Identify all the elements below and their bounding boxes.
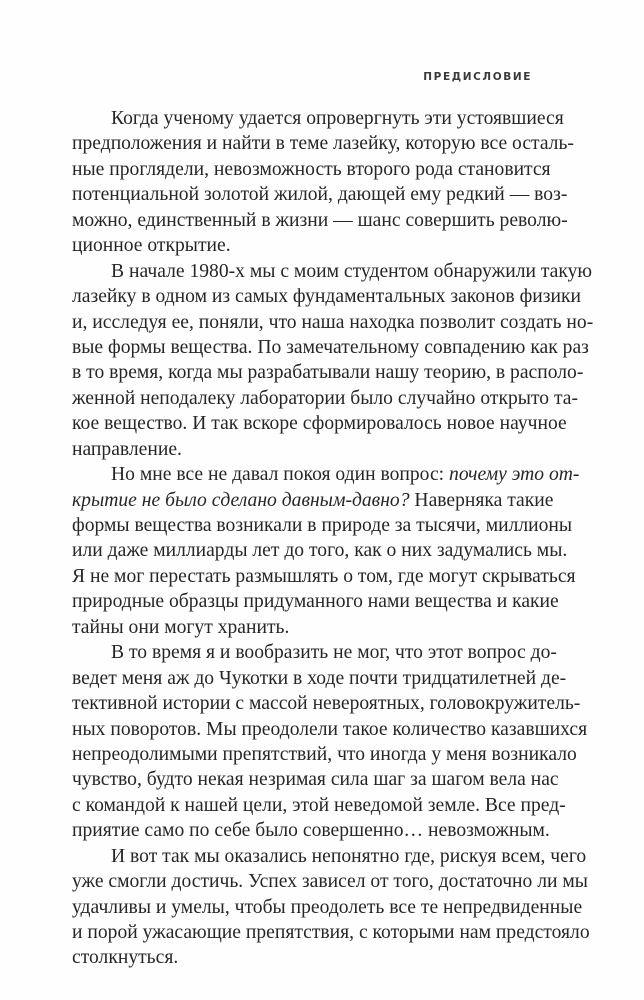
text-line: чувство, будто некая незримая сила шаг за шагом вела нас — [72, 769, 559, 791]
text-line — [72, 462, 580, 487]
paragraph-3 — [72, 462, 580, 640]
text-line: приятие само по себе было совершенно… невозможным. — [72, 820, 550, 842]
text-segment: Но мне все не давал покоя один вопрос: — [111, 464, 450, 486]
text-line: с командой к нашей цели, этой неведомой земле. Все пред- — [72, 794, 566, 816]
text-line: Я не мог перестать размышлять о том, где могут скрываться — [72, 565, 576, 587]
text-line: можно, единственный в жизни — шанс совершить револю- — [72, 209, 568, 231]
text-line: ведет меня аж до Чукотки в ходе почти тридцатилетней де- — [72, 667, 567, 689]
italic-question: крытие не было сделано давным-давно? — [72, 489, 410, 511]
text-line: тайны они могут хранить. — [72, 616, 290, 638]
text-line: кое вещество. И так вскоре сформировалось новое научное — [72, 413, 567, 435]
text-line: В то время я и вообразить не мог, что этот вопрос до- — [111, 642, 557, 664]
text-line: удачливы и умелы, чтобы преодолеть все те непредвиденные — [72, 896, 583, 918]
text-line: формы вещества возникали в природе за тысячи, миллионы — [72, 515, 573, 536]
text-line: и порой ужасающие препятствия, с которыми нам предстояло — [72, 922, 590, 943]
text-line: Когда ученому удается опровергнуть эти устоявшиеся — [111, 108, 564, 129]
text-line: тективной истории с массой невероятных, головокружитель- — [72, 693, 581, 715]
text-line: непреодолимыми препятствий, что иногда у меня возникало — [72, 743, 577, 765]
running-head: ПРЕДИСЛОВИЕ — [423, 71, 532, 83]
text-line — [72, 488, 554, 513]
text-line: вые формы вещества. По замечательному совпадению как раз — [72, 336, 589, 358]
text-line: женной неподалеку лаборатории было случайно открыто та- — [72, 387, 578, 409]
italic-question: почему это от- — [449, 464, 580, 486]
text-line: в то время, когда мы разрабатывали нашу теорию, в располо- — [72, 362, 584, 384]
text-line: и, исследуя ее, поняли, что наша находка позволит создать но- — [72, 311, 594, 333]
paragraph-2 — [72, 259, 594, 463]
text-line: потенциальной золотой жилой, дающей ему редкий — воз- — [72, 184, 568, 206]
body-text — [72, 106, 594, 971]
text-line: или даже миллиарды лет до того, как о них задумались мы. — [72, 540, 568, 562]
paragraph-1 — [72, 106, 574, 259]
text-line: направление. — [72, 438, 182, 460]
text-line: ционное открытие. — [72, 235, 231, 257]
text-line: столкнуться. — [72, 947, 179, 969]
paragraph-5 — [72, 844, 590, 971]
text-line: ных поворотов. Мы преодолели такое количество казавшихся — [72, 718, 588, 740]
text-line: предположения и найти в теме лазейку, которую все осталь- — [72, 133, 574, 155]
text-segment: Наверняка такие — [409, 489, 554, 511]
text-line: лазейку в одном из самых фундаментальных законов физики — [72, 286, 581, 308]
text-line: уже смогли достичь. Успех зависел от того, достаточно ли мы — [72, 871, 588, 893]
text-line: ные проглядели, невозможность второго рода становится — [72, 158, 551, 180]
paragraph-4 — [72, 640, 588, 844]
text-line: И вот так мы оказались непонятно где, рискуя всем, чего — [111, 845, 587, 867]
text-line: В начале 1980-х мы с моим студентом обнаружили такую — [111, 260, 593, 282]
text-line: природные образцы придуманного нами вещества и какие — [72, 591, 559, 613]
